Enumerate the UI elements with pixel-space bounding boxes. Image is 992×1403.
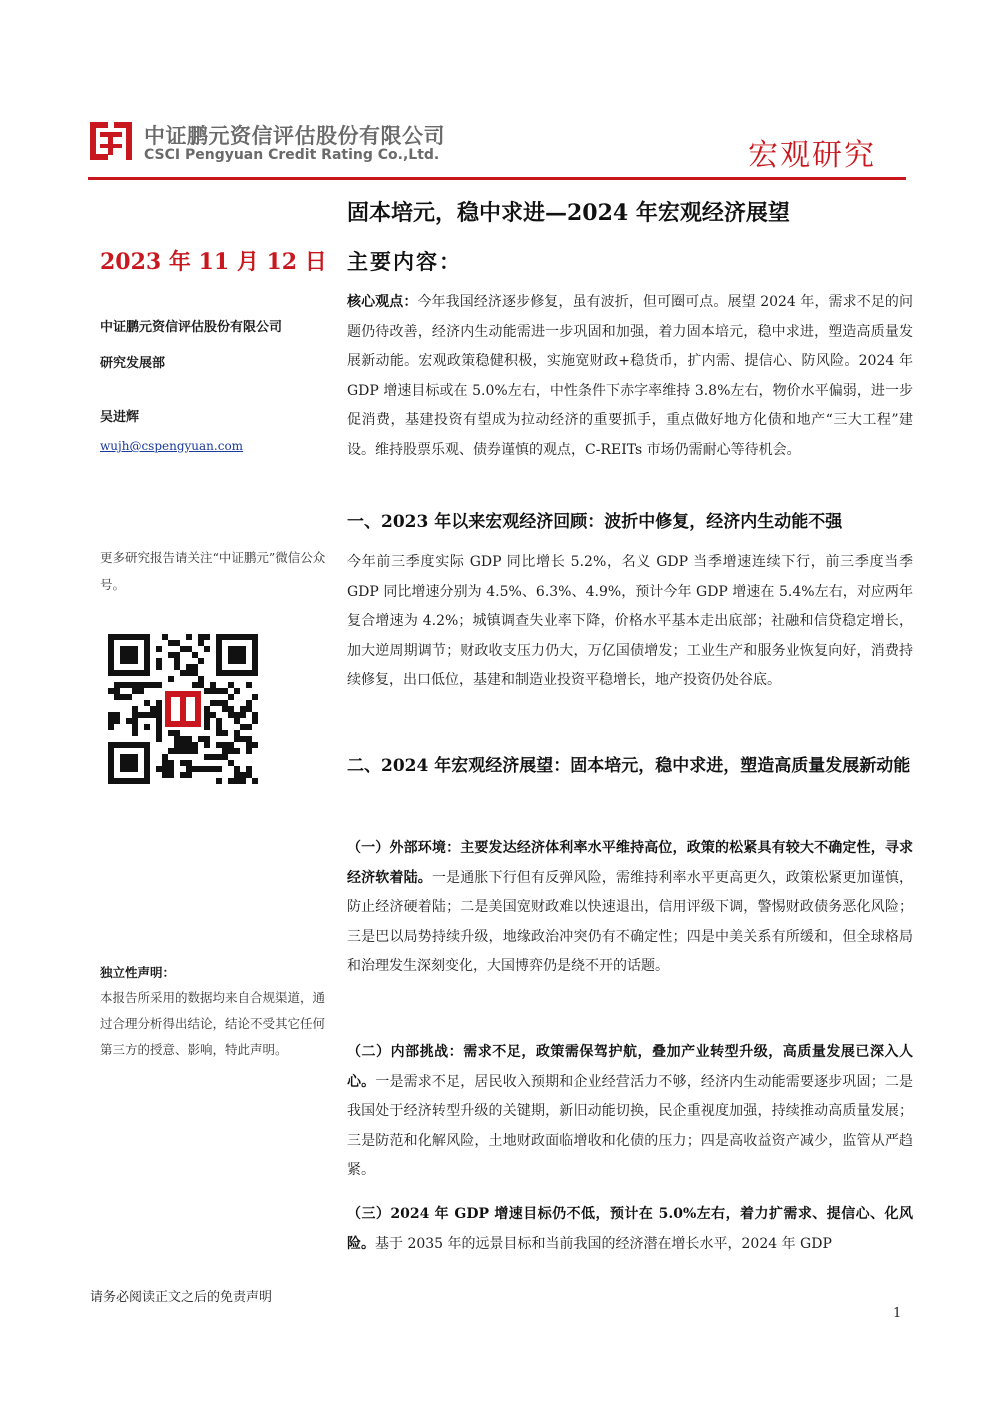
header-divider [88, 177, 906, 180]
contents-heading: 主要内容： [347, 249, 462, 274]
core-view-paragraph [347, 288, 913, 466]
author-name: 吴进辉 [100, 410, 140, 425]
core-view-label: 核心观点： [347, 294, 418, 310]
disclaimer-note: 请务必阅读正文之后的免责声明 [90, 1290, 273, 1305]
report-date: 2023 年 11 月 12 日 [100, 249, 327, 275]
independence-text: 本报告所采用的数据均来自合规渠道，通过合理分析得出结论，结论不受其它任何第三方的授意、影响，特此声明。 [100, 990, 326, 1057]
subsection-3-paragraph [347, 1200, 913, 1259]
page-title: 固本培元，稳中求进—2024 年宏观经济展望 [347, 200, 790, 226]
report-category: 宏观研究 [748, 138, 876, 173]
company-name-cn: 中证鹏元资信评估股份有限公司 [144, 124, 445, 148]
section-1-paragraph: 今年前三季度实际 GDP 同比增长 5.2%，名义 GDP 当季增速连续下行，前三季度当季 GDP 同比增速分别为 4.5%、6.3%、4.9%，预计今年 GDP 增速在 5.4%左右，对应两年复合增速为 4.2%；城镇调查失业率下降，价格水平基本走出底部；社融和信贷稳定增长，加大逆周期调节；财政收支压力仍大，万亿国债增发；工业生产和服务业恢复向好，消费持续修复，出口低位，基建和制造业投资平稳增长，地产投资仍处谷底。 [347, 554, 913, 689]
page-number: 1 [893, 1306, 902, 1321]
subsection-1-label: （一）外部环境：主要发达经济体利率水平维持高位，政策的松紧具有较大不确定性，寻求经济软着陆。 [347, 840, 913, 886]
sidebar-company: 中证鹏元资信评估股份有限公司 [100, 320, 283, 335]
company-logo-icon [88, 118, 134, 164]
author-email-link[interactable]: wujh@cspengyuan.com [100, 439, 244, 453]
subsection-2-text: 一是需求不足，居民收入预期和企业经营活力不够，经济内生动能需要逐步巩固；二是我国处于经济转型升级的关键期，新旧动能切换，民企重视度加强，持续推动高质量发展；三是防范和化解风险，土地财政面临增收和化债的压力；四是高收益资产减少，监管从严趋紧。 [347, 1073, 914, 1179]
qr-code-icon [108, 634, 258, 784]
subsection-2-paragraph [347, 1038, 913, 1186]
company-name-en: CSCI Pengyuan Credit Rating Co.,Ltd. [144, 147, 440, 163]
subsection-2-label: （二）内部挑战：需求不足，政策需保驾护航，叠加产业转型升级，高质量发展已深入人心。 [347, 1044, 913, 1090]
section-2-heading: 二、2024 年宏观经济展望：固本培元，稳中求进，塑造高质量发展新动能 [347, 756, 911, 776]
independence-title: 独立性声明： [100, 965, 176, 980]
subsection-3-text: 基于 2035 年的远景目标和当前我国的经济潜在增长水平，2024 年 GDP [375, 1235, 832, 1252]
subsection-1-paragraph [347, 834, 913, 982]
core-view-text: 今年我国经济逐步修复，虽有波折，但可圈可点。展望 2024 年，需求不足的问题仍待改善，经济内生动能需进一步巩固和加强，着力固本培元，稳中求进，塑造高质量发展新动能。宏观政策稳健积极，实施宽财政+稳货币，扩内需、提信心、防风险。2024 年 GDP 增速目标或在 5.0%左右，中性条件下赤字率维持 3.8%左右，物价水平偏弱，进一步促消费，基建投资有望成为拉动经济的重要抓手，重点做好地方化债和地产“三大工程”建设。维持股票乐观、债券谨慎的观点，C-REITs 市场仍需耐心等待机会。 [347, 294, 914, 458]
section-1-heading: 一、2023 年以来宏观经济回顾：波折中修复，经济内生动能不强 [347, 512, 843, 532]
subsection-1-text: 一是通胀下行但有反弹风险，需维持利率水平更高更久，政策松紧更加谨慎，防止经济硬着陆；二是美国宽财政难以快速退出，信用评级下调，警惕财政债务恶化风险；三是巴以局势持续升级，地缘政治冲突仍有不确定性；四是中美关系有所缓和，但全球格局和治理发生深刻变化，大国博弈仍是绕不开的话题。 [347, 869, 914, 975]
follow-note: 更多研究报告请关注“中证鹏元”微信公众号。 [100, 550, 326, 592]
sidebar-department: 研究发展部 [100, 356, 166, 371]
subsection-3-label: （三）2024 年 GDP 增速目标仍不低，预计在 5.0%左右，着力扩需求、提信心、化风险。 [347, 1206, 913, 1252]
